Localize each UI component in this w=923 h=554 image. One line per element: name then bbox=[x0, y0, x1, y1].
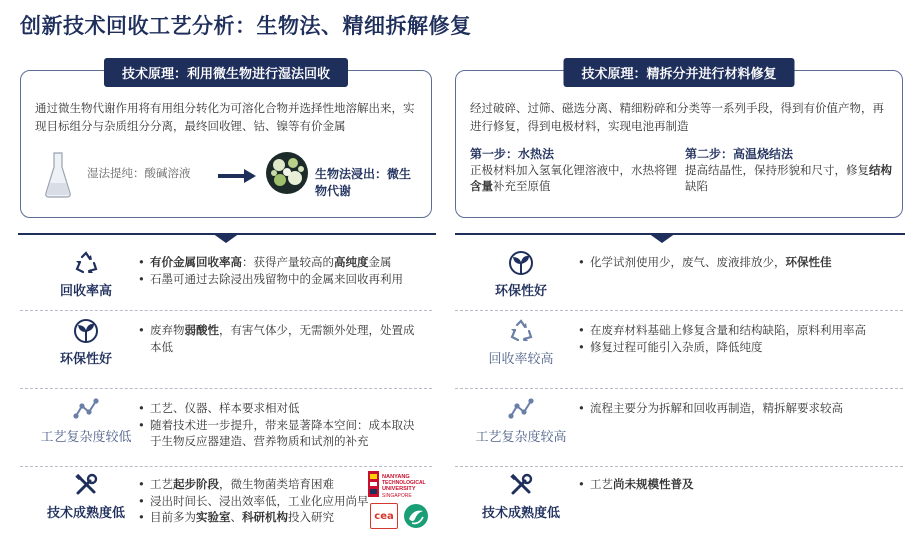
card-header: 技术原理：精拆分并进行材料修复 bbox=[563, 58, 794, 87]
repair-steps bbox=[470, 146, 892, 194]
bio-method-card bbox=[20, 67, 432, 218]
card-description: 通过微生物代谢作用将有用组分转化为可溶化合物并选择性地溶解出来，实现目标组分与杂质组分分离，最终回收锂、钴、镍等有价金属 bbox=[35, 101, 415, 133]
down-pointer bbox=[212, 233, 240, 243]
row-separator bbox=[455, 388, 903, 389]
bullet-item: • 在废弃材料基础上修复含量和结构缺陷，原料利用率高 bbox=[578, 322, 878, 339]
ntu-logo bbox=[368, 470, 430, 500]
card-description: 经过破碎、过筛、磁选分离、精细粉碎和分类等一系列手段，得到有价值产物，再进行修复，得到电极材料，实现电池再制造 bbox=[470, 101, 884, 133]
step-title: 第一步：水热法 bbox=[470, 147, 555, 161]
bullet-item: • 工艺尚未规模性普及 bbox=[578, 476, 878, 493]
step-text: 正极材料加入氢氧化锂溶液中，水热将锂含量补充至原值 bbox=[470, 163, 677, 193]
row-separator bbox=[20, 388, 432, 389]
eco-leaf-icon bbox=[508, 250, 534, 276]
flask-icon bbox=[43, 149, 73, 199]
process-flow bbox=[43, 149, 417, 201]
card-header: 技术原理：利用微生物进行湿法回收 bbox=[104, 58, 348, 87]
svg-text:NANYANG: NANYANG bbox=[382, 474, 410, 480]
feature-label: 回收率较高 bbox=[488, 352, 554, 367]
down-pointer bbox=[648, 233, 676, 243]
feature-row bbox=[0, 396, 923, 462]
bio-leaching-label: 生物法浸出：微生物代谢 bbox=[315, 167, 412, 198]
feature-label: 工艺复杂度较低 bbox=[40, 430, 132, 445]
feature-bullets bbox=[578, 254, 878, 271]
svg-text:SINGAPORE: SINGAPORE bbox=[382, 493, 412, 499]
feature-label: 环保性好 bbox=[494, 284, 547, 299]
step-text: 提高结晶性，保持形貌和尺寸，修复结构缺陷 bbox=[685, 163, 892, 193]
bullet-item: • 修复过程可能引入杂质，降低纯度 bbox=[578, 339, 878, 356]
tools-icon bbox=[508, 472, 534, 498]
bullet-item: • 废弃物弱酸性，有害气体少，无需额外处理，处置成本低 bbox=[138, 322, 418, 355]
step-title: 第二步：高温烧结法 bbox=[685, 147, 794, 161]
bullet-item: • 工艺、仪器、样本要求相对低 bbox=[138, 400, 418, 417]
svg-text:TECHNOLOGICAL: TECHNOLOGICAL bbox=[382, 480, 426, 486]
feature-label: 技术成熟度低 bbox=[46, 506, 125, 521]
feature-label: 工艺复杂度较高 bbox=[475, 430, 567, 445]
recycle-icon bbox=[508, 318, 534, 344]
row-separator bbox=[20, 310, 432, 311]
row-separator bbox=[455, 310, 903, 311]
swirl-logo bbox=[403, 503, 429, 529]
bullet-item: • 化学试剂使用少，废气、废液排放少，环保性佳 bbox=[578, 254, 878, 271]
feature-row bbox=[0, 472, 923, 538]
fine-disassembly-card bbox=[455, 67, 903, 218]
cea-logo: cea bbox=[370, 503, 398, 529]
microbe-icon bbox=[265, 151, 309, 195]
bullet-item: • 石墨可通过去除浸出残留物中的金属来回收再利用 bbox=[138, 271, 418, 288]
row-separator bbox=[455, 466, 903, 467]
feature-bullets bbox=[578, 400, 878, 417]
step-sintering bbox=[685, 146, 892, 194]
wet-purification-label: 湿法提纯：酸碱溶液 bbox=[87, 166, 191, 180]
section-divider bbox=[455, 233, 905, 235]
svg-text:UNIVERSITY: UNIVERSITY bbox=[382, 486, 416, 492]
bullet-item: • 随着技术进一步提升，带来显著降本空间：成本取决于生物反应器建造、营养物质和试剂的补充 bbox=[138, 417, 418, 450]
bullet-item: • 目前多为实验室、科研机构投入研究 bbox=[138, 509, 418, 526]
bullet-item: • 浸出时间长、浸出效率低，工业化应用尚早 bbox=[138, 493, 418, 510]
step-hydrothermal bbox=[470, 146, 677, 194]
process-nodes-icon bbox=[508, 396, 534, 422]
feature-label: 技术成熟度低 bbox=[481, 506, 560, 521]
feature-label: 回收率高 bbox=[59, 284, 112, 299]
bullet-item: • 流程主要分为拆解和回收再制造，精拆解要求较高 bbox=[578, 400, 878, 417]
feature-label: 环保性好 bbox=[59, 352, 112, 367]
bullet-item: • 有价金属回收率高：获得产量较高的高纯度金属 bbox=[138, 254, 418, 271]
arrow-right-icon bbox=[218, 169, 256, 183]
bullet-item: • 工艺起步阶段，微生物菌类培育困难 bbox=[138, 476, 418, 493]
row-separator bbox=[20, 466, 432, 467]
feature-row bbox=[0, 250, 923, 316]
feature-bullets bbox=[578, 322, 878, 355]
page-title: 创新技术回收工艺分析：生物法、精细拆解修复 bbox=[20, 14, 472, 38]
feature-bullets bbox=[578, 476, 878, 493]
feature-row bbox=[0, 318, 923, 384]
